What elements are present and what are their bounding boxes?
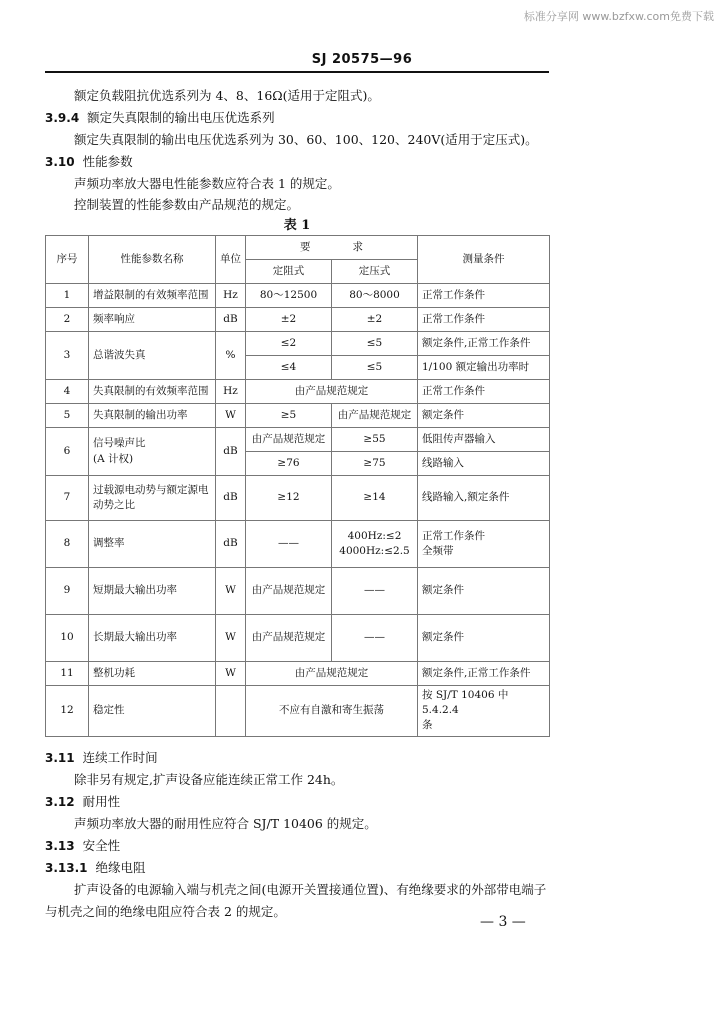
section-title: 安全性 — [82, 838, 121, 853]
cell-seq: 6 — [46, 428, 89, 476]
cell-param — [89, 476, 216, 521]
table-row — [46, 332, 550, 356]
table-row — [46, 404, 550, 428]
text-line: 额定失真限制的输出电压优选系列为 30、60、100、120、240V(适用于定压式)。 — [74, 132, 538, 147]
cell-param: 频率响应 — [89, 308, 216, 332]
header-rule — [45, 71, 549, 73]
cell-unit: % — [216, 332, 246, 380]
table-header-row — [46, 236, 550, 260]
cell-fixed-r: ≤2 — [246, 332, 332, 356]
text-line: 控制装置的性能参数由产品规范的规定。 — [74, 197, 300, 212]
cell-seq: 9 — [46, 568, 89, 615]
cell-fixed-v: ≤5 — [332, 356, 418, 380]
section-3-13 — [45, 836, 120, 854]
cell-fixed-r: —— — [246, 521, 332, 568]
table-row — [46, 568, 550, 615]
cell-condition: 线路输入 — [418, 452, 550, 476]
cell-requirement: 由产品规范规定 — [246, 380, 418, 404]
cell-fixed-r: 由产品规范规定 — [246, 615, 332, 662]
condition-line: 按 SJ/T 10406 中 5.4.2.4 — [422, 689, 509, 717]
table-row — [46, 284, 550, 308]
performance-table — [45, 235, 550, 737]
section-number: 3.13.1 — [45, 861, 88, 875]
cell-seq: 2 — [46, 308, 89, 332]
param-line: 信号噪声比 — [93, 437, 146, 450]
cell-fixed-r: ≥5 — [246, 404, 332, 428]
cell-unit: dB — [216, 308, 246, 332]
document-header: SJ 20575—96 — [311, 52, 413, 67]
text-line: 声频功率放大器的耐用性应符合 SJ/T 10406 的规定。 — [74, 816, 377, 831]
table-row — [46, 428, 550, 452]
cell-param: 增益限制的有效频率范围 — [89, 284, 216, 308]
section-3-9-4 — [45, 108, 275, 126]
section-3-11 — [45, 748, 158, 766]
cell-condition: 1/100 额定输出功率时 — [418, 356, 550, 380]
cell-fixed-r: 80～12500 — [246, 284, 332, 308]
cell-seq: 8 — [46, 521, 89, 568]
cell-condition — [418, 521, 550, 568]
cell-param: 稳定性 — [89, 686, 216, 737]
cell-param: 调整率 — [89, 521, 216, 568]
cell-unit: Hz — [216, 284, 246, 308]
text-line: 除非另有规定,扩声设备应能连续正常工作 24h。 — [74, 772, 344, 787]
watermark: 标准分享网 www.bzfxw.com免费下载 — [523, 10, 714, 23]
cell-fixed-r: ≥76 — [246, 452, 332, 476]
cell-condition: 线路输入,额定条件 — [418, 476, 550, 521]
cell-condition: 额定条件 — [418, 568, 550, 615]
page-number: — 3 — — [480, 914, 526, 930]
cell-param: 失真限制的输出功率 — [89, 404, 216, 428]
value-line: 400Hz:≤2 — [347, 529, 402, 542]
cell-param: 整机功耗 — [89, 662, 216, 686]
table-caption: 表 1 — [283, 218, 311, 233]
cell-condition: 额定条件,正常工作条件 — [418, 332, 550, 356]
cell-seq: 11 — [46, 662, 89, 686]
value-line: 4000Hz:≤2.5 — [339, 545, 410, 557]
section-number: 3.9.4 — [45, 111, 80, 125]
cell-seq: 12 — [46, 686, 89, 737]
cell-fixed-r: 由产品规范规定 — [246, 568, 332, 615]
cell-requirement: 由产品规范规定 — [246, 662, 418, 686]
cell-param: 长期最大输出功率 — [89, 615, 216, 662]
condition-line: 正常工作条件 — [422, 529, 485, 542]
cell-fixed-v: —— — [332, 568, 418, 615]
cell-fixed-r: ≤4 — [246, 356, 332, 380]
section-number: 3.13 — [45, 839, 75, 853]
cell-fixed-v — [332, 521, 418, 568]
table-row — [46, 380, 550, 404]
header-fixed-voltage: 定压式 — [332, 260, 418, 284]
param-line: (A 计权) — [93, 452, 134, 465]
table-row — [46, 686, 550, 737]
condition-line: 条 — [422, 719, 433, 732]
cell-unit: W — [216, 615, 246, 662]
header-fixed-resistance: 定阻式 — [246, 260, 332, 284]
cell-unit: W — [216, 568, 246, 615]
table-row — [46, 662, 550, 686]
cell-fixed-v: ≥55 — [332, 428, 418, 452]
header-seq: 序号 — [46, 236, 89, 284]
cell-fixed-v: ≤5 — [332, 332, 418, 356]
cell-condition: 正常工作条件 — [418, 308, 550, 332]
cell-param: 短期最大输出功率 — [89, 568, 216, 615]
param-line: 动势之比 — [93, 499, 135, 511]
table-row — [46, 308, 550, 332]
table-row — [46, 476, 550, 521]
text-line: 与机壳之间的绝缘电阻应符合表 2 的规定。 — [45, 904, 286, 919]
cell-fixed-v: ≥75 — [332, 452, 418, 476]
section-3-12 — [45, 792, 120, 810]
cell-fixed-r: 由产品规范规定 — [246, 428, 332, 452]
cell-param: 总谐波失真 — [89, 332, 216, 380]
header-unit: 单位 — [216, 236, 246, 284]
section-number: 3.10 — [45, 155, 75, 169]
cell-unit — [216, 686, 246, 737]
section-number: 3.11 — [45, 751, 75, 765]
param-line: 过载源电动势与额定源电 — [93, 483, 209, 496]
cell-fixed-v: ≥14 — [332, 476, 418, 521]
cell-unit: W — [216, 404, 246, 428]
section-3-13-1 — [45, 858, 145, 876]
cell-seq: 10 — [46, 615, 89, 662]
table-row — [46, 615, 550, 662]
text-line: 额定负载阻抗优选系列为 4、8、16Ω(适用于定阻式)。 — [74, 88, 380, 103]
header-param: 性能参数名称 — [89, 236, 216, 284]
cell-unit: dB — [216, 476, 246, 521]
cell-seq: 5 — [46, 404, 89, 428]
section-title: 连续工作时间 — [82, 750, 158, 765]
header-condition: 测量条件 — [418, 236, 550, 284]
text-line: 声频功率放大器电性能参数应符合表 1 的规定。 — [74, 176, 340, 191]
cell-seq: 7 — [46, 476, 89, 521]
section-title: 性能参数 — [82, 154, 133, 169]
cell-seq: 3 — [46, 332, 89, 380]
cell-unit: dB — [216, 428, 246, 476]
cell-fixed-v: 由产品规范规定 — [332, 404, 418, 428]
cell-condition: 正常工作条件 — [418, 380, 550, 404]
section-title: 额定失真限制的输出电压优选系列 — [87, 110, 275, 125]
cell-condition: 额定条件,正常工作条件 — [418, 662, 550, 686]
cell-condition: 额定条件 — [418, 404, 550, 428]
cell-condition — [418, 686, 550, 737]
section-title: 绝缘电阻 — [95, 860, 146, 875]
cell-fixed-v: —— — [332, 615, 418, 662]
cell-unit: Hz — [216, 380, 246, 404]
cell-fixed-v: ±2 — [332, 308, 418, 332]
text-line: 扩声设备的电源输入端与机壳之间(电源开关置接通位置)、有绝缘要求的外部带电端子 — [74, 882, 547, 897]
cell-param: 失真限制的有效频率范围 — [89, 380, 216, 404]
cell-requirement: 不应有自激和寄生振荡 — [246, 686, 418, 737]
cell-condition: 正常工作条件 — [418, 284, 550, 308]
header-requirement: 要 求 — [246, 236, 418, 260]
cell-unit: W — [216, 662, 246, 686]
cell-fixed-v: 80～8000 — [332, 284, 418, 308]
cell-seq: 1 — [46, 284, 89, 308]
section-title: 耐用性 — [82, 794, 121, 809]
cell-param — [89, 428, 216, 476]
cell-condition: 低阻传声器输入 — [418, 428, 550, 452]
section-number: 3.12 — [45, 795, 75, 809]
cell-fixed-r: ≥12 — [246, 476, 332, 521]
cell-seq: 4 — [46, 380, 89, 404]
section-3-10 — [45, 152, 133, 170]
cell-condition: 额定条件 — [418, 615, 550, 662]
condition-line: 全频带 — [422, 545, 454, 557]
cell-unit: dB — [216, 521, 246, 568]
table-row — [46, 521, 550, 568]
cell-fixed-r: ±2 — [246, 308, 332, 332]
